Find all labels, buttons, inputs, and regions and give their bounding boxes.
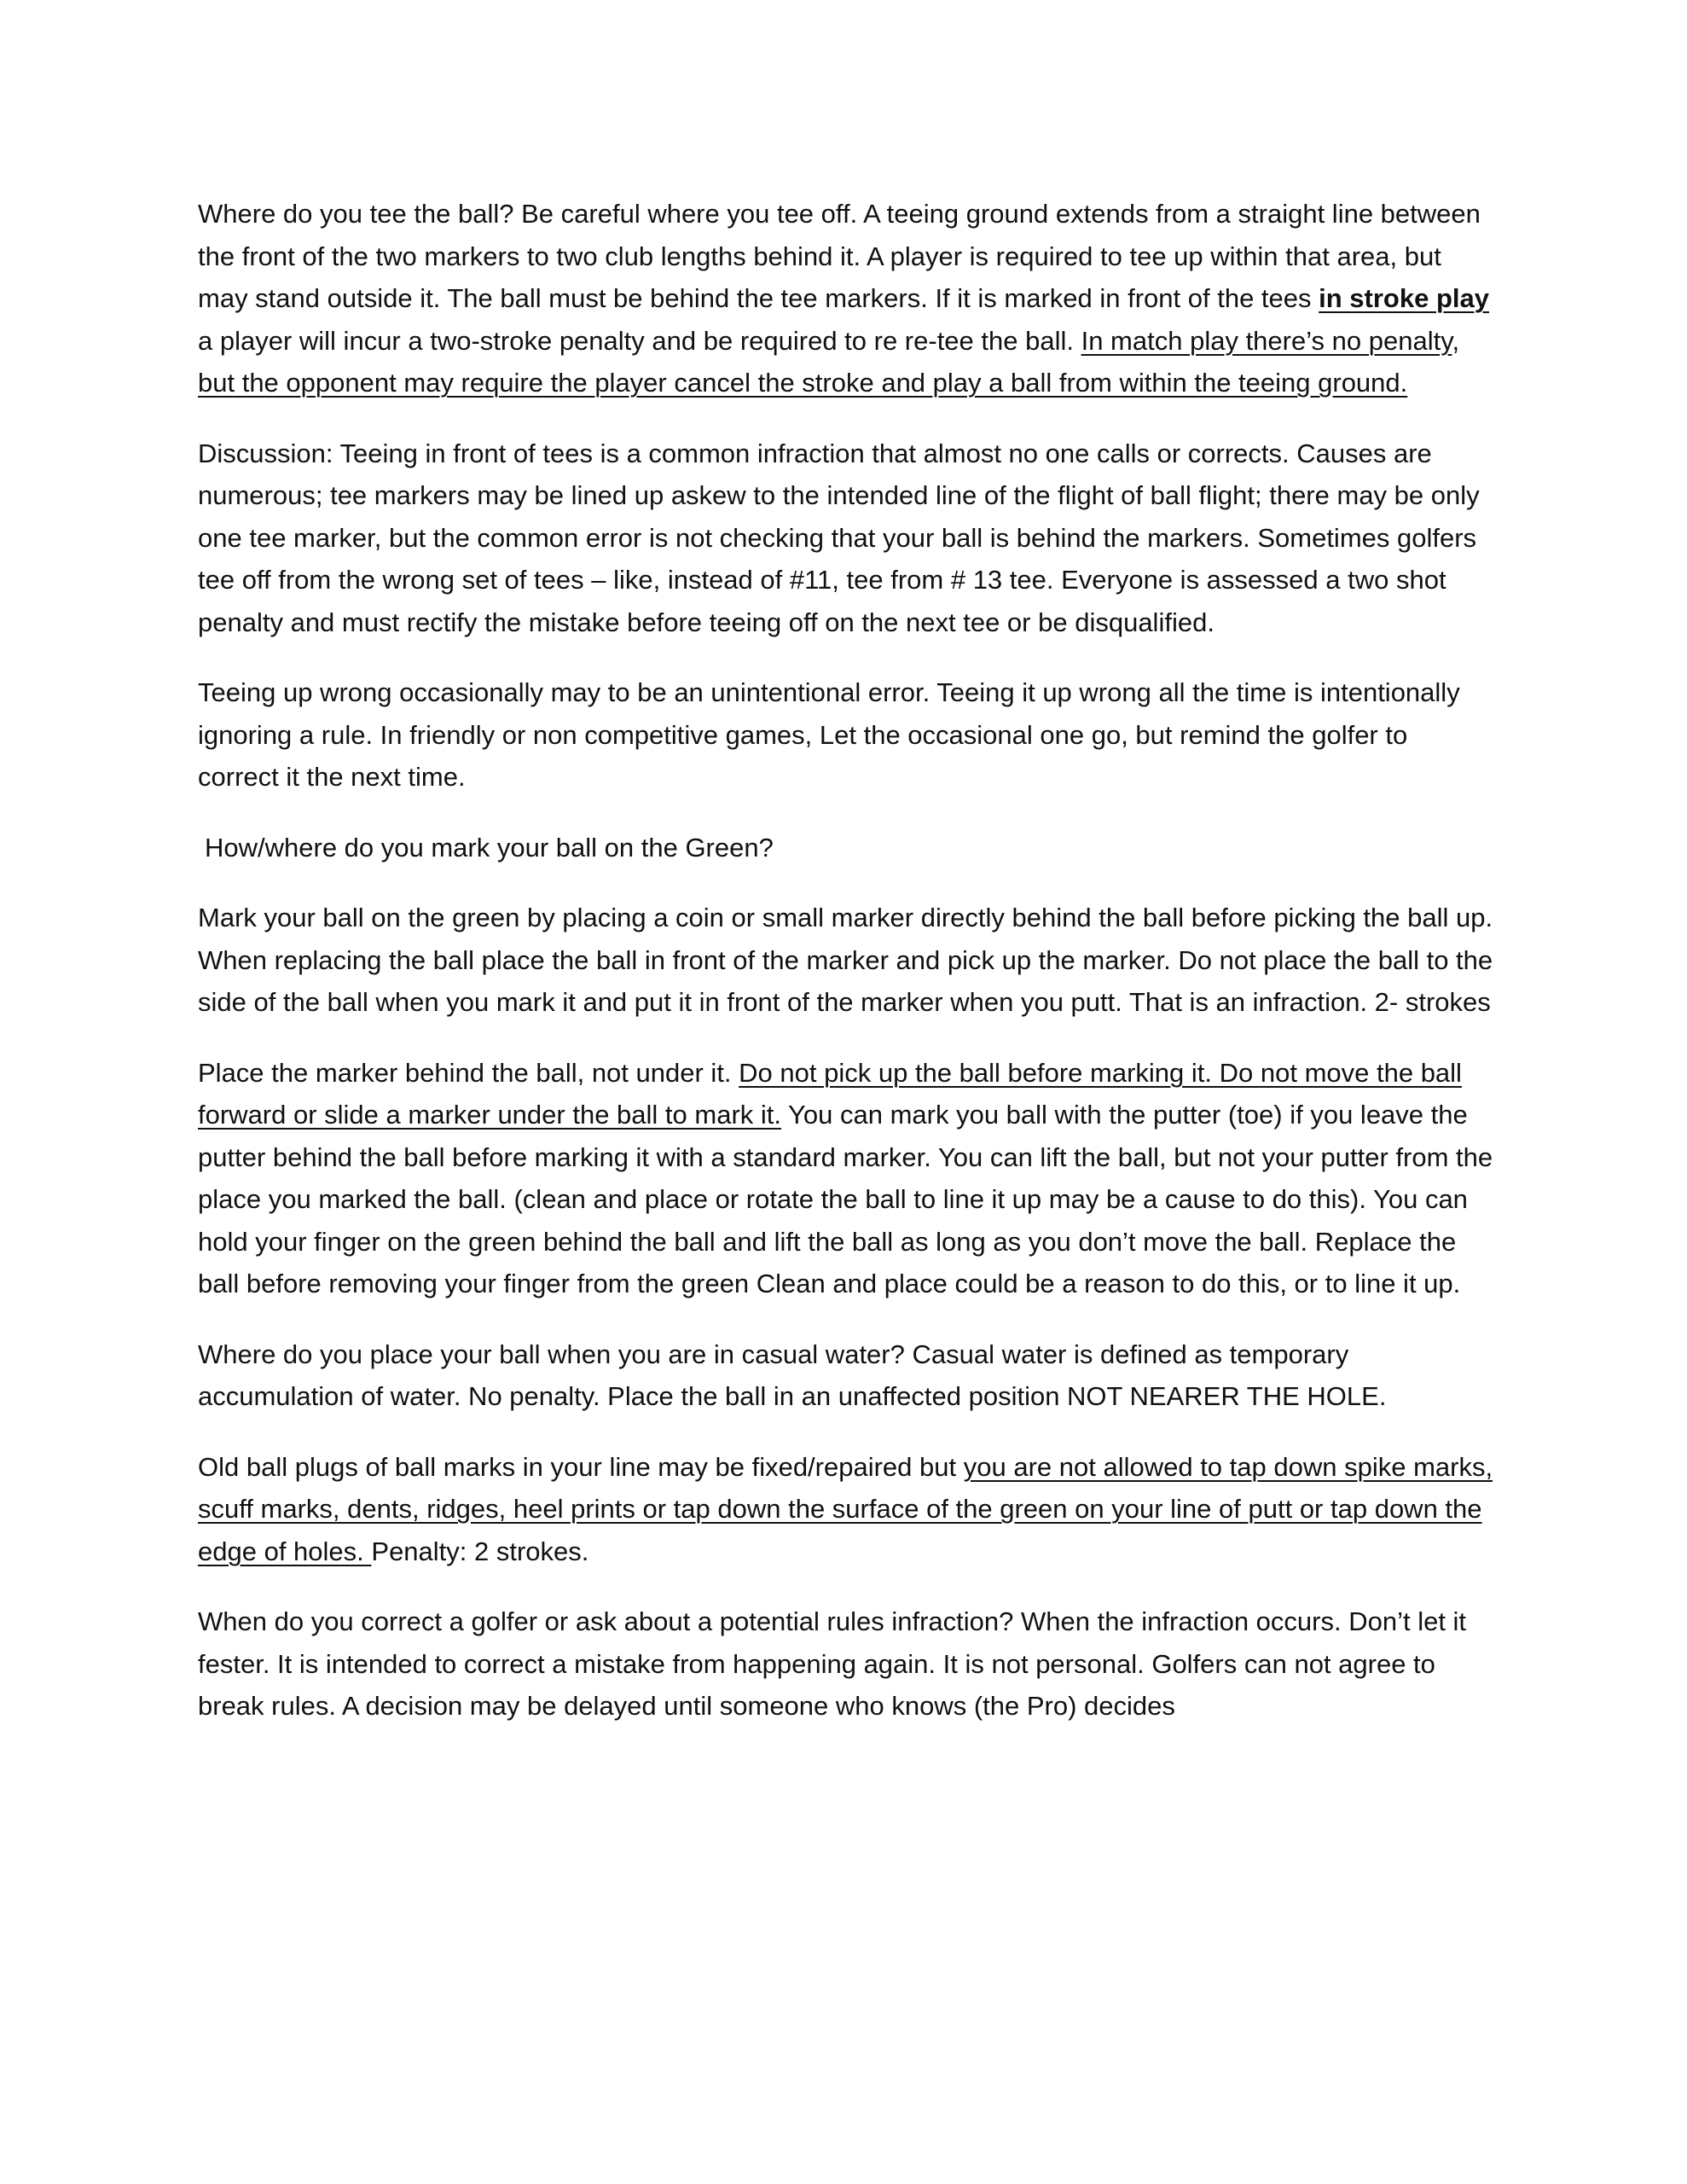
text-span: a player will incur a two-stroke penalty and be required to re re-tee the ball. [198, 325, 1081, 356]
paragraph-mark-ball: Mark your ball on the green by placing a coin or small marker directly behind the ball before picking the ball up. When replacing the ball place the ball in front of the marker and pick up the marker. Do not place the ball to the side of the ball when you mark it and put it in front of the marker when you putt. That is an infraction. 2- strokes [198, 903, 1493, 1017]
paragraph-marker-placement [198, 1052, 1494, 1305]
document-body [198, 193, 1494, 1756]
underlined-text: In match play there’s no penalty [1081, 325, 1452, 356]
text-span: Penalty: 2 strokes. [371, 1536, 589, 1566]
bold-underlined-text: in stroke play [1319, 283, 1489, 313]
underlined-text: Do not pick up the ball before marking it. Do not move the ball forward or slide a marker under the ball to mark it. [198, 1057, 1462, 1130]
text-span: Place the marker behind the ball, not under it. [198, 1057, 739, 1088]
text-span: Where do you tee the ball? Be careful where you tee off. A teeing ground extends from a straight line between the front of the two markers to two club lengths behind it. A player is required to tee up within that area, but may stand outside it. The ball must be behind the tee markers. If it is marked in front of the tees [198, 199, 1481, 313]
paragraph-question-mark-ball: How/where do you mark your ball on the Green? [205, 832, 774, 863]
paragraph-discussion: Discussion: Teeing in front of tees is a common infraction that almost no one calls or corrects. Causes are numerous; tee markers may be lined up askew to the intended line of the flight of ball flight; there may be only one tee marker, but the common error is not checking that your ball is behind the markers. Sometimes golfers tee off from the wrong set of tees – like, instead of #11, tee from # 13 tee. Everyone is assessed a two shot penalty and must rectify the mistake before teeing off on the next tee or be disqualified. [198, 438, 1480, 637]
paragraph-teeing-wrong: Teeing up wrong occasionally may to be an unintentional error. Teeing it up wrong all the time is intentionally ignoring a rule. In friendly or non competitive games, Let the occasional one go, but remind the golfer to correct it the next time. [198, 677, 1460, 792]
paragraph-correct-golfer: When do you correct a golfer or ask about a potential rules infraction? When the infraction occurs. Don’t let it fester. It is intended to correct a mistake from happening again. It is not personal. Golfers can not agree to break rules. A decision may be delayed until someone who knows (the Pro) decides [198, 1606, 1467, 1721]
paragraph-casual-water: Where do you place your ball when you are in casual water? Casual water is defined as temporary accumulation of water. No penalty. Place the ball in an unaffected position NOT NEARER THE HOLE. [198, 1339, 1387, 1411]
text-span: Old ball plugs of ball marks in your line may be fixed/repaired but [198, 1451, 964, 1482]
text-span: You can mark you ball with the putter (toe) if you leave the putter behind the ball before marking it with a standard marker. You can lift the ball, but not your putter from the place you marked the ball. (clean and place or rotate the ball to line it up may be a cause to do this). You can hold your finger on the green behind the ball and lift the ball as long as you don’t move the ball. Replace the ball before removing your finger from the green Clean and place could be a reason to do this, or to line it up. [198, 1100, 1493, 1298]
underlined-text: you are not allowed to tap down spike marks, scuff marks, dents, ridges, heel prints or tap down the surface of the green on your line of putt or tap down the edge of holes. [198, 1451, 1493, 1566]
paragraph-tee-location [198, 193, 1494, 404]
underlined-text: but the opponent may require the player cancel the stroke and play a ball from within the teeing ground. [198, 368, 1408, 398]
text-span: , [1452, 325, 1460, 356]
paragraph-ball-plugs [198, 1446, 1494, 1573]
